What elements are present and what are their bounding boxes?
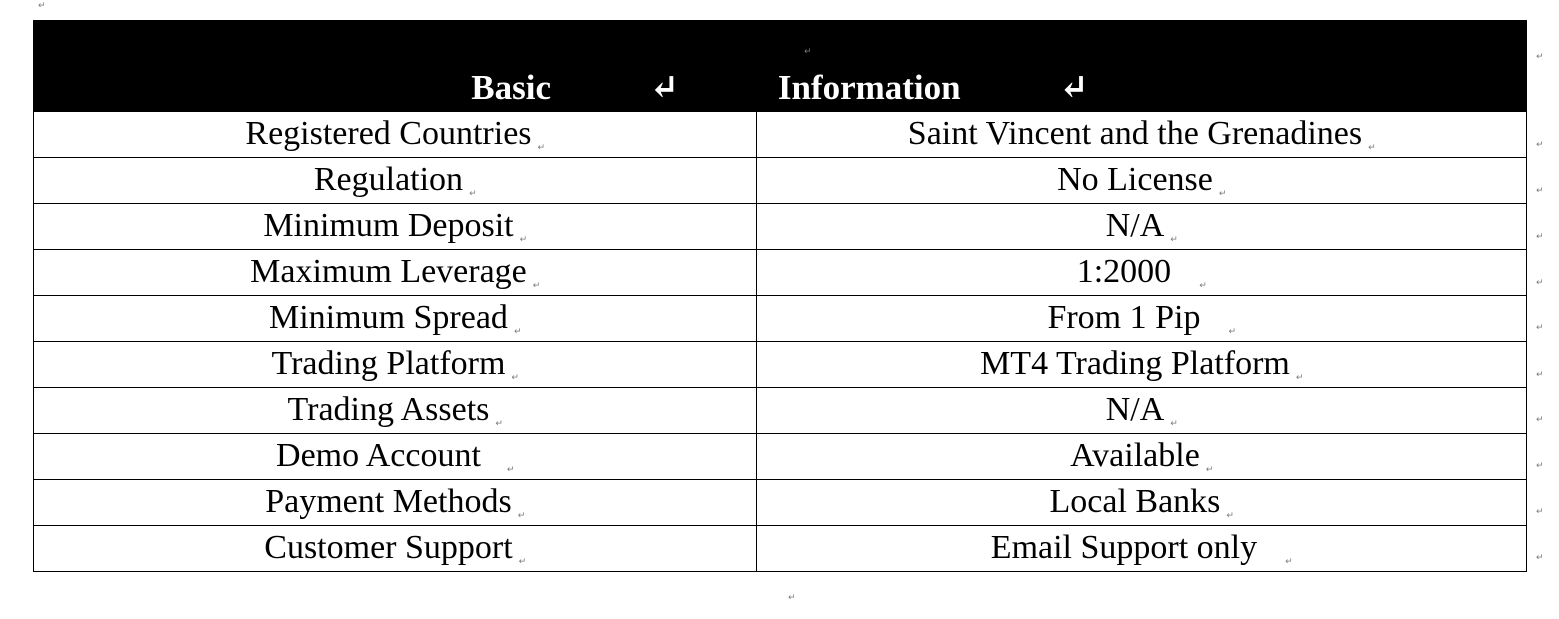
row-label: Trading Assets: [287, 390, 490, 428]
table-row: [34, 434, 1527, 480]
row-label-cell[interactable]: [34, 204, 757, 250]
row-value-cell[interactable]: [757, 480, 1527, 526]
row-value-cell[interactable]: [757, 342, 1527, 388]
row-label: Demo Account: [276, 436, 481, 474]
table-header-cell[interactable]: [34, 21, 1527, 112]
table-row: [34, 480, 1527, 526]
paragraph-mark: ↵: [1205, 464, 1214, 475]
row-label-cell[interactable]: [34, 388, 757, 434]
table-row: [34, 158, 1527, 204]
row-value-cell[interactable]: [757, 112, 1527, 158]
row-end-mark: ↵: [1536, 232, 1544, 242]
paragraph-mark: ↵: [513, 326, 522, 337]
row-value: MT4 Trading Platform: [980, 344, 1290, 382]
row-label-cell[interactable]: [34, 480, 757, 526]
row-value-cell[interactable]: [757, 388, 1527, 434]
row-end-mark: ↵: [1536, 507, 1544, 517]
row-value-cell[interactable]: [757, 434, 1527, 480]
table-title: Basic ↵ Information ↵: [471, 68, 1089, 107]
row-value: N/A: [1105, 390, 1165, 428]
table-row: [34, 250, 1527, 296]
paragraph-mark: ↵: [518, 556, 527, 567]
row-value-cell[interactable]: [757, 526, 1527, 572]
row-label: Minimum Deposit: [263, 206, 514, 244]
row-value: 1:2000: [1076, 252, 1172, 290]
paragraph-mark: ↵: [537, 142, 546, 153]
paragraph-mark: ↵: [1170, 234, 1178, 245]
row-label-cell[interactable]: [34, 158, 757, 204]
row-label: Registered Countries: [245, 114, 532, 152]
row-label-cell[interactable]: [34, 342, 757, 388]
table-row: [34, 204, 1527, 250]
paragraph-mark: ↵: [1199, 280, 1207, 291]
row-value-cell[interactable]: [757, 250, 1527, 296]
row-label: Customer Support: [264, 528, 513, 566]
row-end-mark: ↵: [1536, 461, 1544, 471]
row-value: Email Support only: [990, 528, 1258, 566]
row-value: Available: [1070, 436, 1200, 474]
row-label: Regulation: [313, 160, 464, 198]
paragraph-mark: ↵: [532, 280, 541, 291]
paragraph-mark: ↵: [519, 234, 528, 245]
table-row: [34, 526, 1527, 572]
row-label-cell[interactable]: [34, 434, 757, 480]
row-label: Minimum Spread: [269, 298, 508, 336]
paragraph-mark: ↵: [1228, 326, 1237, 337]
row-value-cell[interactable]: [757, 204, 1527, 250]
paragraph-mark: ↵: [506, 464, 515, 475]
row-end-mark: ↵: [1536, 186, 1544, 196]
paragraph-mark: ↵: [1295, 372, 1304, 383]
paragraph-mark: ↵: [517, 510, 526, 521]
row-label: Trading Platform: [271, 344, 506, 382]
table-row: [34, 342, 1527, 388]
row-label-cell[interactable]: [34, 296, 757, 342]
row-value: Saint Vincent and the Grenadines: [907, 114, 1363, 152]
paragraph-mark: ↵: [788, 593, 796, 603]
paragraph-mark: ↵: [495, 418, 503, 429]
row-end-mark: ↵: [1536, 140, 1544, 150]
basic-information-table: [33, 20, 1527, 572]
row-label-cell[interactable]: [34, 526, 757, 572]
row-value: From 1 Pip: [1047, 298, 1201, 336]
row-label: Payment Methods: [265, 482, 512, 520]
row-end-mark: ↵: [1536, 52, 1544, 62]
row-value: Local Banks: [1049, 482, 1221, 520]
table-row: [34, 388, 1527, 434]
row-value: No License: [1057, 160, 1213, 198]
row-end-mark: ↵: [1536, 278, 1544, 288]
row-value-cell[interactable]: [757, 296, 1527, 342]
paragraph-mark: ↵: [511, 372, 519, 383]
row-end-mark: ↵: [1536, 415, 1544, 425]
paragraph-mark: ↵: [1285, 556, 1293, 567]
paragraph-mark: ↵: [1218, 188, 1227, 199]
row-value-cell[interactable]: [757, 158, 1527, 204]
row-label-cell[interactable]: [34, 250, 757, 296]
row-value: N/A: [1105, 206, 1165, 244]
paragraph-mark: ↵: [469, 188, 477, 199]
table-header-row: [34, 21, 1527, 112]
paragraph-mark: ↵: [1226, 510, 1234, 521]
paragraph-mark: ↵: [1170, 418, 1178, 429]
row-label-cell[interactable]: [34, 112, 757, 158]
paragraph-mark: ↵: [38, 1, 46, 11]
row-end-mark: ↵: [1536, 553, 1544, 563]
row-label: Maximum Leverage: [250, 252, 527, 290]
row-end-mark: ↵: [1536, 323, 1544, 333]
table-row: [34, 296, 1527, 342]
row-end-mark: ↵: [1536, 370, 1544, 380]
paragraph-mark: ↵: [1368, 142, 1376, 153]
paragraph-mark: ↵: [804, 47, 812, 57]
table-row: [34, 112, 1527, 158]
